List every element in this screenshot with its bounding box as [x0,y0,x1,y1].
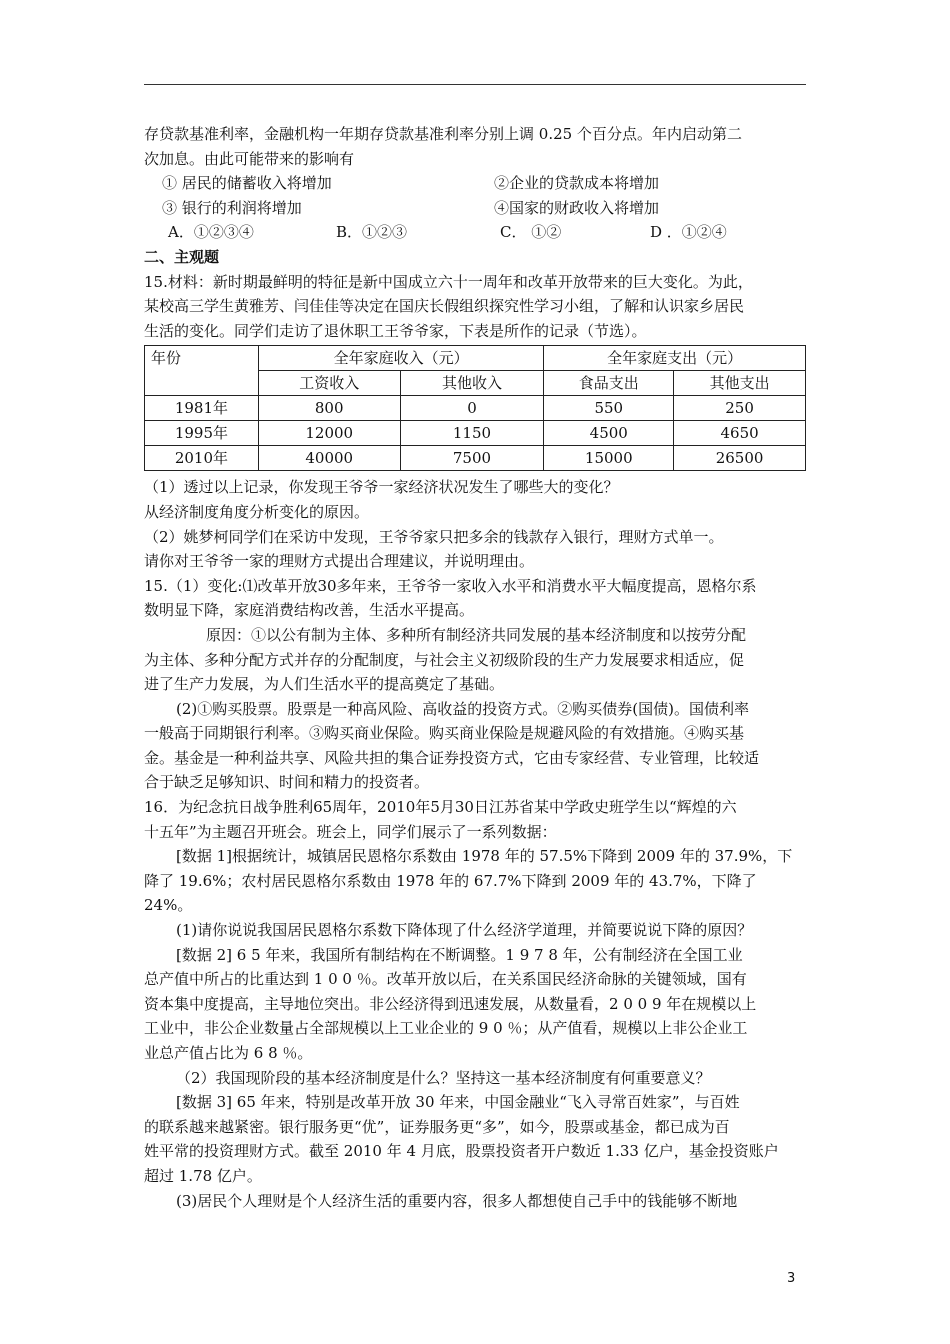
q14-options-row [144,196,808,221]
q15-answer-2: 一般高于同期银行利率。③购买商业保险。购买商业保险是规避风险的有效措施。④购买基 [144,724,745,743]
q16-intro: 16．为纪念抗日战争胜利65周年，2010年5月30日江苏省某中学政史班学生以“辉煌的六 [144,798,737,817]
q16-question-1: (1)请你说说我国居民恩格尔系数下降体现了什么经济学道理，并简要说说下降的原因？ [176,921,753,940]
q14-option-4: ④国家的财政收入将增加 [494,198,660,217]
table-row [145,421,806,446]
q16-data-3: 的联系越来越紧密。银行服务更“优”，证券服务更“多”，如今，股票或基金，都已成为百 [144,1117,730,1136]
q14-option-2: ②企业的贷款成本将增加 [494,174,660,193]
record-table [144,345,806,471]
q15-reason: 为主体、多种分配方式并存的分配制度，与社会主义初级阶段的生产力发展要求相适应，促 [144,650,745,669]
header-rule [144,84,806,85]
section-title: 二、主观题 [144,247,220,266]
page-number: 3 [787,1271,796,1286]
table-cell: 4650 [674,421,806,446]
table-header-income: 全年家庭收入（元） [258,346,544,371]
table-subheader: 其他支出 [674,371,806,396]
q16-data-1: 降了 19.6%；农村居民恩格尔系数由 1978 年的 67.7%下降到 2009 年的 43.7%，下降了 24%。 [144,871,757,915]
table-header-expense: 全年家庭支出（元） [544,346,806,371]
table-cell: 250 [674,396,806,421]
q15-answer-2: 金。基金是一种利益共享、风险共担的集合证券投资方式，它由专家经营、专业管理，比较适 [144,748,760,767]
choice-a: A．①②③④ [168,223,254,242]
table-subheader: 食品支出 [544,371,674,396]
q14-text-line: 次加息。由此可能带来的影响有 [144,149,355,168]
q16-data-3: [数据 3] 65 年来，特别是改革开放 30 年来，中国金融业“飞入寻常百姓家”，与百姓 [176,1093,740,1112]
table-cell-year: 1981年 [145,396,259,421]
table-cell: 40000 [258,446,400,471]
table-cell: 4500 [544,421,674,446]
q15-reason: 进了生产力发展，为人们生活水平的提高奠定了基础。 [144,675,505,694]
q16-data-3: 超过 1.78 亿户。 [144,1166,262,1185]
table-cell: 800 [258,396,400,421]
q14-options-row [144,171,808,196]
table-cell-year: 2010年 [145,446,259,471]
q16-question-3: (3)居民个人理财是个人经济生活的重要内容，很多人都想使自己手中的钱能够不断地 [176,1191,738,1210]
q15-answer-1: 数明显下降，家庭消费结构改善，生活水平提高。 [144,601,475,620]
table-cell: 7500 [400,446,544,471]
q16-question-2: （2）我国现阶段的基本经济制度是什么？坚持这一基本经济制度有何重要意义？ [176,1068,711,1087]
table-cell: 15000 [544,446,674,471]
q16-data-1: [数据 1]根据统计，城镇居民恩格尔系数由 1978 年的 57.5%下降到 2009 年的 37.9%，下 [176,847,793,866]
q16-data-2: [数据 2] 6 5 年来，我国所有制结构在不断调整。1 9 7 8 年，公有制经济在全国工业 [176,945,743,964]
q15-question-2: 请你对王爷爷一家的理财方式提出合理建议，并说明理由。 [144,552,535,571]
q16-data-2: 总产值中所占的比重达到 1 0 0 ％。改革开放以后，在关系国民经济命脉的关键领域，国有 [144,970,747,989]
table-cell: 26500 [674,446,806,471]
q16-data-2: 工业中，非公企业数量占全部规模以上工业企业的 9 0 ％；从产值看，规模以上非公企业工 [144,1019,748,1038]
choice-c: C． ①② [500,223,562,242]
table-cell: 1150 [400,421,544,446]
q14-option-1: ① 居民的储蓄收入将增加 [162,174,332,193]
q15-reason: 原因：①以公有制为主体、多种所有制经济共同发展的基本经济制度和以按劳分配 [206,625,747,644]
q15-question-2: （2）姚梦柯同学们在采访中发现，王爷爷家只把多余的钱款存入银行，理财方式单一。 [144,527,724,546]
q15-question-1: （1）透过以上记录，你发现王爷爷一家经济状况发生了哪些大的变化？ [144,478,619,497]
table-cell: 550 [544,396,674,421]
q14-choices [144,220,808,245]
q16-data-3: 姓平常的投资理财方式。截至 2010 年 4 月底，股票投资者开户数近 1.33 亿户，基金投资账户 [144,1142,779,1161]
q15-answer-2: 合于缺乏足够知识、时间和精力的投资者。 [144,773,430,792]
q15-answer-2: (2)①购买股票。股票是一种高风险、高收益的投资方式。②购买债券(国债)。国债利率 [176,699,749,718]
q16-intro: 十五年”为主题召开班会。班会上，同学们展示了一系列数据： [144,822,557,841]
table-row [145,446,806,471]
table-subheader: 工资收入 [258,371,400,396]
q15-question-1: 从经济制度角度分析变化的原因。 [144,502,370,521]
choice-b: B．①②③ [336,223,408,242]
document-page [144,122,808,1213]
choice-d: D ．①②④ [650,223,727,242]
q15-material-line: 某校高三学生黄雅芳、闫佳佳等决定在国庆长假组织探究性学习小组，了解和认识家乡居民 [144,297,745,316]
table-cell: 0 [400,396,544,421]
table-row [145,396,806,421]
q14-text-line: 存贷款基准利率，金融机构一年期存贷款基准利率分别上调 0.25 个百分点。年内启动第二 [144,125,742,143]
table-cell-year: 1995年 [145,421,259,446]
table-cell: 12000 [258,421,400,446]
q16-data-2: 资本集中度提高，主导地位突出。非公经济得到迅速发展，从数量看，2 0 0 9 年在规模以上 [144,994,757,1013]
q16-data-2: 业总产值占比为 6 8 ％。 [144,1044,313,1062]
q14-option-3: ③ 银行的利润将增加 [162,198,302,217]
q15-material-line: 生活的变化。同学们走访了退休职工王爷爷家，下表是所作的记录（节选）。 [144,321,647,340]
q15-material-line: 15.材料：新时期最鲜明的特征是新中国成立六十一周年和改革开放带来的巨大变化。为此， [144,272,753,291]
table-subheader: 其他收入 [400,371,544,396]
table-header-year: 年份 [145,346,259,396]
q15-answer-1: 15.（1）变化:⑴改革开放30多年来，王爷爷一家收入水平和消费水平大幅度提高，恩格尔系 [144,576,757,595]
